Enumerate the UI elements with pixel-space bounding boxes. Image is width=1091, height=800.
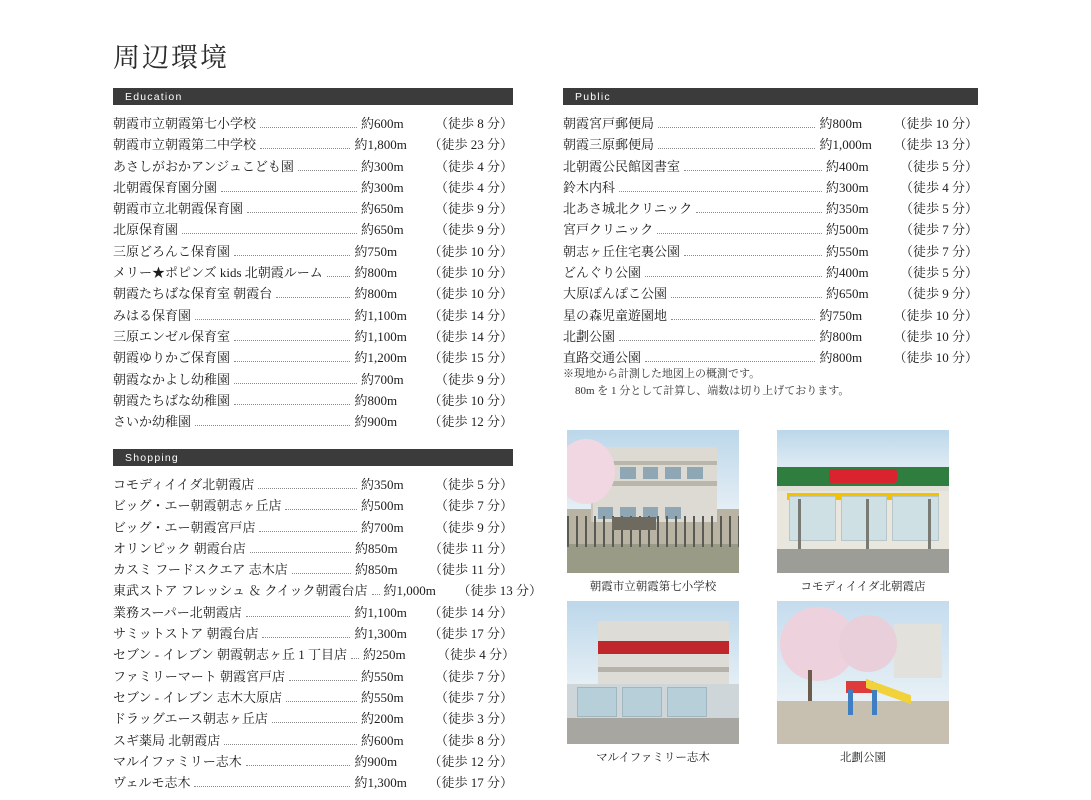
distance-value: 約1,100m bbox=[354, 328, 407, 344]
store-sign bbox=[829, 469, 898, 483]
list-item bbox=[113, 241, 513, 262]
walk-time: （徒歩 4 分） bbox=[899, 179, 978, 195]
item-name: ビッグ・エー朝霞宮戸店 bbox=[113, 519, 256, 535]
list-item bbox=[563, 198, 978, 219]
item-distance bbox=[361, 177, 513, 198]
distance-value: 約900m bbox=[354, 414, 398, 430]
leader-dots bbox=[619, 191, 822, 192]
list-item bbox=[113, 517, 513, 538]
leader-dots bbox=[619, 340, 815, 341]
section-label-education: Education bbox=[125, 90, 183, 103]
leader-dots bbox=[657, 233, 822, 234]
distance-value: 約300m bbox=[825, 179, 869, 195]
distance-value: 約650m bbox=[825, 286, 869, 302]
item-distance bbox=[354, 347, 513, 368]
item-name: 朝霞三原郵便局 bbox=[563, 137, 655, 153]
item-name: 北朝霞公民館図書室 bbox=[563, 158, 681, 174]
leader-dots bbox=[351, 658, 359, 659]
item-distance bbox=[354, 772, 513, 793]
slide-leg bbox=[872, 690, 877, 716]
item-name: ファミリーマート 朝霞宮戸店 bbox=[113, 668, 285, 684]
list-item bbox=[113, 538, 513, 559]
photo-park bbox=[777, 601, 949, 744]
list-item bbox=[563, 156, 978, 177]
item-name: マルイファミリー志木 bbox=[113, 753, 242, 769]
leader-dots bbox=[246, 765, 351, 766]
section-header-public bbox=[563, 88, 978, 105]
item-distance bbox=[354, 283, 513, 304]
item-name: 朝霞たちばな幼稚園 bbox=[113, 392, 231, 408]
photo-supermarket bbox=[777, 430, 949, 573]
item-distance bbox=[826, 241, 978, 262]
list-item bbox=[563, 241, 978, 262]
item-distance bbox=[361, 198, 513, 219]
walk-time: （徒歩 7 分） bbox=[434, 498, 513, 514]
walk-time: （徒歩 7 分） bbox=[899, 243, 978, 259]
leader-dots bbox=[258, 488, 357, 489]
item-name: 鈴木内科 bbox=[563, 179, 616, 195]
list-item bbox=[113, 177, 513, 198]
item-name: 三原どろんこ保育園 bbox=[113, 243, 231, 259]
item-name: 朝霞たちばな保育室 朝霞台 bbox=[113, 286, 273, 302]
leader-dots bbox=[260, 127, 357, 128]
item-distance bbox=[354, 134, 513, 155]
list-item bbox=[113, 113, 513, 134]
item-distance bbox=[354, 751, 513, 772]
item-name: ドラッグエース朝志ヶ丘店 bbox=[113, 711, 268, 727]
distance-value: 約200m bbox=[360, 711, 404, 727]
window bbox=[620, 467, 635, 478]
distance-value: 約1,100m bbox=[354, 604, 407, 620]
item-distance bbox=[361, 369, 513, 390]
walk-time: （徒歩 7 分） bbox=[899, 222, 978, 238]
list-item bbox=[113, 347, 513, 368]
window bbox=[687, 467, 702, 478]
distance-value: 約800m bbox=[354, 286, 398, 302]
item-name: 北原保育園 bbox=[113, 222, 179, 238]
leader-dots bbox=[194, 786, 350, 787]
leader-dots bbox=[272, 722, 357, 723]
list-item bbox=[113, 687, 513, 708]
note-line-2: 80m を 1 分として計算し、端数は切り上げております。 bbox=[575, 385, 850, 397]
item-distance bbox=[354, 241, 513, 262]
item-name: セブン - イレブン 朝霞朝志ヶ丘 1 丁目店 bbox=[113, 647, 348, 663]
item-name: 北あさ城北クリニック bbox=[563, 201, 693, 217]
distance-value: 約850m bbox=[354, 540, 398, 556]
item-name: 大原ぽんぽこ公園 bbox=[563, 286, 668, 302]
item-distance bbox=[361, 517, 513, 538]
walk-time: （徒歩 4 分） bbox=[434, 158, 513, 174]
leader-dots bbox=[260, 148, 350, 149]
item-name: 朝霞なかよし幼稚園 bbox=[113, 371, 231, 387]
grass bbox=[567, 544, 739, 573]
leader-dots bbox=[259, 531, 357, 532]
walk-time: （徒歩 10 分） bbox=[893, 116, 978, 131]
list-item bbox=[563, 326, 978, 347]
item-distance bbox=[826, 198, 978, 219]
note-line-1: ※現地から計測した地図上の概測です。 bbox=[563, 368, 761, 380]
list-item bbox=[113, 305, 513, 326]
item-name: 東武ストア フレッシュ ＆ クイック朝霞台店 bbox=[113, 583, 368, 599]
walk-time: （徒歩 23 分） bbox=[428, 137, 513, 153]
list-item bbox=[113, 134, 513, 155]
list-item bbox=[113, 369, 513, 390]
list-item bbox=[113, 474, 513, 495]
mall-glass bbox=[577, 687, 617, 718]
distance-value: 約400m bbox=[825, 158, 869, 174]
leader-dots bbox=[645, 276, 822, 277]
distance-value: 約1,100m bbox=[354, 307, 407, 323]
walk-time: （徒歩 9 分） bbox=[434, 371, 513, 387]
walk-time: （徒歩 13 分） bbox=[893, 137, 978, 153]
item-name: 朝霞宮戸郵便局 bbox=[563, 116, 655, 131]
item-name: 朝霞市立朝霞第七小学校 bbox=[113, 116, 257, 131]
list-item bbox=[113, 772, 513, 793]
leader-dots bbox=[684, 170, 822, 171]
distance-value: 約550m bbox=[360, 689, 404, 705]
list-item bbox=[113, 708, 513, 729]
item-name: 北朝霞保育園分園 bbox=[113, 179, 218, 195]
walk-time: （徒歩 10 分） bbox=[893, 350, 978, 366]
item-distance bbox=[826, 219, 978, 240]
distance-value: 約800m bbox=[354, 392, 398, 408]
item-name: オリンピック 朝霞台店 bbox=[113, 540, 246, 556]
leader-dots bbox=[224, 744, 357, 745]
walk-time: （徒歩 5 分） bbox=[899, 158, 978, 174]
leader-dots bbox=[658, 148, 815, 149]
mall-glass bbox=[622, 687, 662, 718]
item-distance bbox=[826, 262, 978, 283]
leader-dots bbox=[286, 701, 357, 702]
leader-dots bbox=[276, 297, 350, 298]
list-item bbox=[113, 580, 543, 601]
leader-dots bbox=[696, 212, 822, 213]
item-distance bbox=[361, 687, 513, 708]
walk-time: （徒歩 10 分） bbox=[428, 243, 513, 259]
leader-dots bbox=[292, 573, 351, 574]
leader-dots bbox=[645, 361, 815, 362]
list-item bbox=[113, 644, 516, 665]
leader-dots bbox=[195, 425, 350, 426]
distance-value: 約700m bbox=[360, 519, 404, 535]
distance-value: 約300m bbox=[360, 179, 404, 195]
leader-dots bbox=[262, 637, 350, 638]
walk-time: （徒歩 9 分） bbox=[434, 519, 513, 535]
item-distance bbox=[355, 559, 513, 580]
leader-dots bbox=[234, 361, 350, 362]
list-education bbox=[113, 113, 513, 432]
item-distance bbox=[355, 538, 513, 559]
item-distance bbox=[354, 305, 513, 326]
list-item bbox=[563, 134, 978, 155]
distance-value: 約350m bbox=[825, 201, 869, 217]
leader-dots bbox=[671, 297, 822, 298]
list-item bbox=[113, 390, 513, 411]
item-name: セブン - イレブン 志木大原店 bbox=[113, 689, 283, 705]
item-name: あさしがおかアンジュこども園 bbox=[113, 158, 294, 174]
list-item bbox=[113, 623, 513, 644]
walk-time: （徒歩 11 分） bbox=[428, 562, 513, 578]
distance-value: 約650m bbox=[360, 222, 404, 238]
leader-dots bbox=[327, 276, 351, 277]
list-item bbox=[113, 411, 513, 432]
distance-value: 約800m bbox=[819, 116, 863, 131]
storefront-glass bbox=[892, 496, 939, 541]
list-item bbox=[563, 283, 978, 304]
item-name: 直路交通公園 bbox=[563, 350, 642, 366]
distance-value: 約800m bbox=[819, 328, 863, 344]
list-item bbox=[563, 177, 978, 198]
walk-time: （徒歩 14 分） bbox=[428, 604, 513, 620]
walk-time: （徒歩 10 分） bbox=[428, 286, 513, 302]
walk-time: （徒歩 15 分） bbox=[428, 350, 513, 366]
list-item bbox=[563, 305, 978, 326]
ground bbox=[777, 701, 949, 744]
item-name: カスミ フードスクエア 志木店 bbox=[113, 562, 288, 578]
walk-time: （徒歩 9 分） bbox=[899, 286, 978, 302]
walk-time: （徒歩 7 分） bbox=[434, 668, 513, 684]
distance-value: 約1,000m bbox=[383, 583, 436, 599]
distance-value: 約1,300m bbox=[354, 626, 407, 642]
list-item bbox=[113, 559, 513, 580]
distance-value: 約550m bbox=[360, 668, 404, 684]
storefront-glass bbox=[789, 496, 836, 541]
list-item bbox=[113, 326, 513, 347]
post bbox=[798, 499, 801, 549]
list-item bbox=[113, 283, 513, 304]
distance-value: 約600m bbox=[360, 732, 404, 748]
section-header-education bbox=[113, 88, 513, 105]
list-item bbox=[113, 602, 513, 623]
school-sign bbox=[612, 517, 657, 530]
walk-time: （徒歩 13 分） bbox=[457, 583, 543, 599]
leader-dots bbox=[182, 233, 357, 234]
item-distance bbox=[361, 113, 513, 134]
walk-time: （徒歩 10 分） bbox=[428, 265, 513, 281]
leader-dots bbox=[372, 594, 380, 595]
leader-dots bbox=[250, 552, 351, 553]
distance-value: 約750m bbox=[354, 243, 398, 259]
list-item bbox=[563, 113, 978, 134]
photo-caption-school: 朝霞市立朝霞第七小学校 bbox=[589, 581, 717, 593]
distance-value: 約1,800m bbox=[354, 137, 407, 153]
section-label-shopping: Shopping bbox=[125, 451, 179, 464]
leader-dots bbox=[658, 127, 815, 128]
item-distance bbox=[819, 134, 978, 155]
post bbox=[866, 499, 869, 549]
item-name: 朝霞市立朝霞第二中学校 bbox=[113, 137, 257, 153]
distance-value: 約900m bbox=[354, 753, 398, 769]
list-item bbox=[113, 730, 513, 751]
item-distance bbox=[361, 666, 513, 687]
list-item bbox=[113, 262, 513, 283]
window bbox=[643, 467, 658, 478]
section-header-shopping bbox=[113, 449, 513, 466]
post bbox=[928, 499, 931, 549]
item-name: メリー★ポピンズ kids 北朝霞ルーム bbox=[113, 265, 323, 281]
item-distance bbox=[354, 390, 513, 411]
distance-value: 約1,200m bbox=[354, 350, 407, 366]
walk-time: （徒歩 8 分） bbox=[434, 732, 513, 748]
item-distance bbox=[354, 411, 513, 432]
list-item bbox=[113, 156, 513, 177]
item-name: ヴェルモ志木 bbox=[113, 775, 191, 791]
item-name: 業務スーパー北朝霞店 bbox=[113, 604, 242, 620]
list-public bbox=[563, 113, 978, 369]
distance-value: 約500m bbox=[360, 498, 404, 514]
walk-time: （徒歩 17 分） bbox=[428, 775, 513, 791]
leader-dots bbox=[234, 404, 350, 405]
item-distance bbox=[354, 623, 513, 644]
walk-time: （徒歩 12 分） bbox=[428, 414, 513, 430]
leader-dots bbox=[234, 255, 350, 256]
list-item bbox=[113, 219, 513, 240]
item-distance bbox=[819, 326, 978, 347]
item-name: 朝霞ゆりかご保育園 bbox=[113, 350, 231, 366]
walk-time: （徒歩 10 分） bbox=[428, 392, 513, 408]
background-building bbox=[894, 624, 942, 678]
item-distance bbox=[361, 156, 513, 177]
photo-caption-park: 北劃公園 bbox=[840, 752, 886, 764]
item-name: さいか幼稚園 bbox=[113, 414, 192, 430]
walk-time: （徒歩 11 分） bbox=[428, 540, 513, 556]
leader-dots bbox=[246, 616, 351, 617]
distance-value: 約250m bbox=[363, 647, 406, 663]
walk-time: （徒歩 9 分） bbox=[434, 201, 513, 217]
item-distance bbox=[361, 495, 513, 516]
walk-time: （徒歩 3 分） bbox=[434, 711, 513, 727]
page-title: 周辺環境 bbox=[113, 43, 229, 73]
list-item bbox=[113, 495, 513, 516]
parking-lot bbox=[777, 549, 949, 573]
item-distance bbox=[361, 219, 513, 240]
item-distance bbox=[819, 113, 978, 134]
item-distance bbox=[384, 580, 543, 601]
slide-leg bbox=[848, 690, 853, 716]
leader-dots bbox=[289, 680, 357, 681]
measurement-note bbox=[563, 366, 983, 400]
distance-value: 約650m bbox=[360, 201, 404, 217]
leader-dots bbox=[671, 319, 815, 320]
list-shopping bbox=[113, 474, 543, 793]
leader-dots bbox=[234, 383, 357, 384]
distance-value: 約350m bbox=[360, 477, 404, 492]
distance-value: 約800m bbox=[354, 265, 398, 281]
photo-school bbox=[567, 430, 739, 573]
item-distance bbox=[361, 474, 513, 495]
mall-sign-band bbox=[598, 641, 729, 654]
item-distance bbox=[826, 177, 978, 198]
leader-dots bbox=[234, 340, 350, 341]
leader-dots bbox=[195, 319, 350, 320]
photo-caption-mall: マルイファミリー志木 bbox=[596, 752, 710, 764]
item-distance bbox=[826, 283, 978, 304]
photo-mall bbox=[567, 601, 739, 744]
storefront-glass bbox=[841, 496, 888, 541]
distance-value: 約700m bbox=[360, 371, 404, 387]
mall-glass bbox=[667, 687, 707, 718]
walk-time: （徒歩 5 分） bbox=[899, 265, 978, 281]
leader-dots bbox=[298, 170, 357, 171]
distance-value: 約750m bbox=[819, 307, 863, 323]
item-name: 宮戸クリニック bbox=[563, 222, 654, 238]
item-name: 三原エンゼル保育室 bbox=[113, 328, 231, 344]
leader-dots bbox=[285, 509, 357, 510]
distance-value: 約1,000m bbox=[819, 137, 872, 153]
distance-value: 約500m bbox=[825, 222, 869, 238]
item-name: ビッグ・エー朝霞朝志ヶ丘店 bbox=[113, 498, 282, 514]
item-name: みはる保育園 bbox=[113, 307, 192, 323]
walk-time: （徒歩 10 分） bbox=[893, 328, 978, 344]
item-distance bbox=[354, 602, 513, 623]
walk-time: （徒歩 17 分） bbox=[428, 626, 513, 642]
walk-time: （徒歩 12 分） bbox=[428, 753, 513, 769]
item-distance bbox=[363, 644, 515, 665]
walk-time: （徒歩 10 分） bbox=[893, 307, 978, 323]
item-distance bbox=[354, 262, 513, 283]
distance-value: 約850m bbox=[354, 562, 398, 578]
walk-time: （徒歩 5 分） bbox=[899, 201, 978, 217]
item-name: スギ薬局 北朝霞店 bbox=[113, 732, 221, 748]
item-distance bbox=[361, 730, 513, 751]
road bbox=[567, 718, 739, 744]
walk-time: （徒歩 7 分） bbox=[434, 689, 513, 705]
item-name: 朝霞市立北朝霞保育園 bbox=[113, 201, 244, 217]
leader-dots bbox=[221, 191, 357, 192]
item-name: 朝志ヶ丘住宅裏公園 bbox=[563, 243, 681, 259]
list-item bbox=[563, 219, 978, 240]
list-item bbox=[113, 666, 513, 687]
walk-time: （徒歩 4 分） bbox=[437, 647, 516, 663]
distance-value: 約550m bbox=[825, 243, 869, 259]
list-item bbox=[563, 262, 978, 283]
item-name: どんぐり公園 bbox=[563, 265, 642, 281]
walk-time: （徒歩 4 分） bbox=[434, 179, 513, 195]
item-name: 星の森児童遊園地 bbox=[563, 307, 668, 323]
leader-dots bbox=[247, 212, 357, 213]
distance-value: 約400m bbox=[825, 265, 869, 281]
item-distance bbox=[826, 156, 978, 177]
item-distance bbox=[354, 326, 513, 347]
distance-value: 約600m bbox=[360, 116, 404, 131]
mall-band bbox=[598, 667, 729, 673]
leader-dots bbox=[684, 255, 822, 256]
distance-value: 約1,300m bbox=[354, 775, 407, 791]
walk-time: （徒歩 8 分） bbox=[434, 116, 513, 131]
item-name: コモディイイダ北朝霞店 bbox=[113, 477, 255, 492]
section-label-public: Public bbox=[575, 90, 611, 103]
item-name: サミットストア 朝霞台店 bbox=[113, 626, 259, 642]
list-item bbox=[113, 751, 513, 772]
photo-caption-supermarket: コモディイイダ北朝霞店 bbox=[800, 581, 926, 593]
window bbox=[665, 467, 680, 478]
item-distance bbox=[361, 708, 513, 729]
list-item bbox=[113, 198, 513, 219]
item-distance bbox=[819, 305, 978, 326]
walk-time: （徒歩 5 分） bbox=[434, 477, 513, 492]
distance-value: 約300m bbox=[360, 158, 404, 174]
item-name: 北劃公園 bbox=[563, 328, 616, 344]
walk-time: （徒歩 9 分） bbox=[434, 222, 513, 238]
walk-time: （徒歩 14 分） bbox=[428, 307, 513, 323]
walk-time: （徒歩 14 分） bbox=[428, 328, 513, 344]
distance-value: 約800m bbox=[819, 350, 863, 366]
